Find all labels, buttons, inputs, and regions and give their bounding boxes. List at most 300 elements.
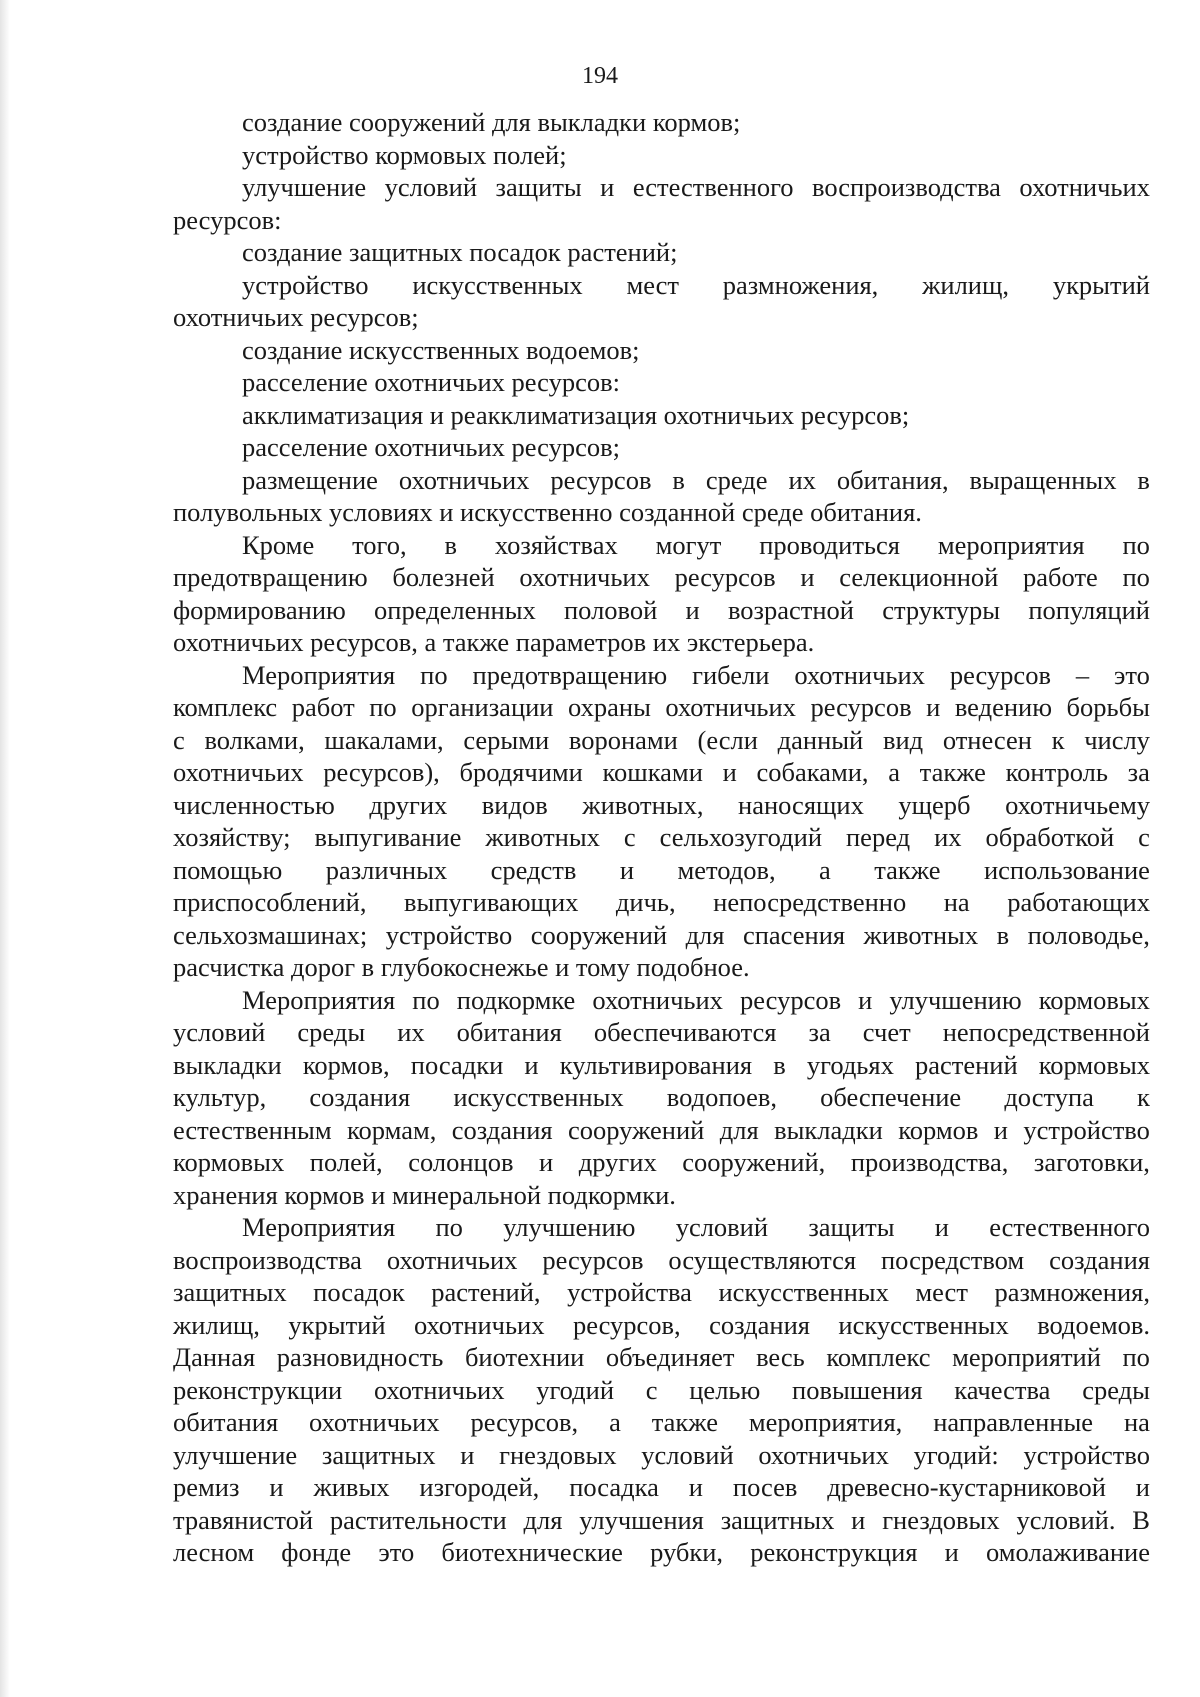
word: обработкой: [985, 822, 1115, 852]
word: спасения: [742, 919, 846, 950]
word: жилищ,: [922, 269, 1010, 300]
word: и: [934, 1212, 949, 1242]
word: по: [1122, 529, 1150, 560]
word: кормов,: [302, 1049, 390, 1080]
word: ущерб: [898, 789, 971, 820]
word: создания: [1049, 1244, 1150, 1275]
word: изгородей,: [419, 1472, 540, 1502]
text-line: [173, 1016, 1150, 1049]
word: мероприятий: [952, 1342, 1101, 1372]
text-line: [173, 1471, 1150, 1504]
text-line: хранения кормов и минеральной подкормки.: [173, 1179, 676, 1210]
word: за: [1127, 757, 1150, 787]
text-line: [173, 1114, 1150, 1147]
word: ресурсов: [674, 562, 776, 592]
word: и: [600, 172, 615, 202]
text-line: [173, 561, 1150, 594]
word: Мероприятия: [242, 659, 396, 690]
word: защиты: [808, 1212, 895, 1242]
text-line: устройство кормовых полей;: [242, 139, 567, 170]
word: средств: [490, 854, 577, 885]
text-line: [173, 984, 1150, 1017]
word: сооружений: [530, 919, 668, 950]
word: разновидность: [276, 1342, 444, 1372]
word: защитных: [173, 1277, 287, 1307]
text-line: создание защитных посадок растений;: [242, 237, 678, 267]
word: Данная: [173, 1342, 256, 1372]
word: улучшения: [579, 1504, 704, 1535]
word: охотничьих: [758, 1439, 889, 1470]
word: комплекс: [173, 692, 278, 722]
text-line: [173, 789, 1150, 822]
word: посадок: [313, 1277, 405, 1307]
word: половодье,: [1027, 919, 1150, 950]
word: создания: [709, 1309, 810, 1340]
word: ресурсов: [739, 984, 842, 1015]
word: на: [1123, 1407, 1150, 1437]
word: и: [269, 1472, 284, 1502]
word: естественного: [632, 172, 794, 202]
word: воспроизводства: [173, 1244, 362, 1275]
word: улучшение: [173, 1439, 298, 1470]
word: селекционной: [839, 562, 999, 592]
text-line: [173, 1049, 1150, 1082]
word: ресурсов: [542, 1244, 644, 1275]
word: видов: [481, 789, 548, 820]
word: подкормке: [456, 984, 576, 1015]
word: борьбы: [1066, 692, 1150, 722]
word: отнесен: [942, 724, 1032, 755]
text-line: [173, 171, 1150, 204]
text-line: акклиматизация и реакклиматизация охотничьих ресурсов;: [242, 399, 910, 430]
word: контроль: [1005, 757, 1108, 787]
word: осуществляются: [668, 1244, 857, 1275]
word: биотехнии: [464, 1342, 585, 1372]
word: кошками: [602, 757, 703, 787]
word: омолаживание: [986, 1537, 1150, 1567]
text-line: [173, 1211, 1150, 1244]
word: проводиться: [759, 529, 900, 560]
word: приспособлений,: [173, 887, 367, 917]
text-line: [173, 269, 1150, 302]
word: охотничьих: [413, 1309, 545, 1340]
word: улучшение: [242, 172, 367, 202]
word: угодий:: [913, 1439, 999, 1470]
word: половой: [564, 594, 658, 625]
word: структуры: [882, 594, 1001, 625]
text-line: [173, 1374, 1150, 1407]
word: посредством: [880, 1244, 1025, 1275]
text-line: [173, 691, 1150, 724]
word: и: [539, 1147, 554, 1177]
word: обитания,: [836, 464, 949, 495]
word: устройство: [242, 269, 369, 300]
word: охотничьих: [665, 692, 796, 722]
word: предотвращению: [472, 659, 668, 690]
word: в: [444, 529, 458, 560]
word: а: [609, 1407, 621, 1437]
word: по: [435, 1212, 463, 1242]
word: для: [719, 1114, 759, 1145]
word: искусственных: [718, 1277, 889, 1307]
text-line: охотничьих ресурсов, а также параметров их экстерьера.: [173, 627, 815, 657]
word: это: [1114, 659, 1150, 690]
word: посадка: [569, 1472, 659, 1502]
text-line: [173, 594, 1150, 627]
word: охраны: [568, 692, 651, 722]
word: с: [1138, 822, 1150, 852]
word: кормов: [898, 1114, 979, 1145]
word: организации: [411, 692, 554, 722]
word: дичь,: [615, 887, 676, 917]
word: реконструкция: [750, 1537, 918, 1567]
word: популяций: [1028, 594, 1150, 625]
word: серыми: [463, 724, 550, 755]
word: болезней: [392, 562, 495, 592]
word: и: [524, 1049, 539, 1080]
word: Кроме: [242, 529, 315, 560]
word: того,: [352, 529, 407, 560]
word: кормовых: [173, 1147, 285, 1177]
word: вид: [882, 724, 924, 755]
text-line: ресурсов:: [173, 204, 282, 235]
word: ресурсов,: [572, 1309, 681, 1340]
word: выращенных: [969, 464, 1117, 495]
word: производства,: [850, 1147, 1009, 1177]
word: биотехнические: [441, 1537, 623, 1567]
word: обитания: [173, 1407, 279, 1437]
text-line: [173, 1536, 1150, 1569]
word: и: [688, 1472, 703, 1502]
word: животных: [485, 822, 600, 852]
word: естественного: [989, 1212, 1150, 1242]
word: гнездовых: [499, 1439, 617, 1470]
word: определенных: [374, 594, 536, 625]
word: водоемов.: [1037, 1309, 1150, 1340]
word: наносящих: [738, 789, 864, 820]
word: работ: [291, 692, 355, 722]
word: к: [1137, 1082, 1150, 1112]
word: с: [645, 1374, 658, 1405]
word: различных: [325, 854, 448, 885]
word: в: [773, 1049, 786, 1080]
word: естественным: [173, 1114, 332, 1145]
word: защиты: [495, 172, 582, 202]
word: охотничьему: [1005, 789, 1150, 820]
text-line: [173, 886, 1150, 919]
word: размножения,: [994, 1277, 1150, 1307]
word: создания: [451, 1114, 553, 1145]
word: гнездовых: [882, 1504, 1000, 1535]
word: устройство: [385, 919, 513, 950]
text-line: полувольных условиях и искусственно созданной среде обитания.: [173, 497, 922, 527]
word: сооружений: [568, 1114, 705, 1145]
word: ресурсов: [550, 464, 652, 495]
word: условий: [173, 1017, 266, 1047]
word: качества: [954, 1374, 1051, 1405]
word: охотничьих: [373, 1374, 505, 1405]
text-line: охотничьих ресурсов;: [173, 302, 419, 332]
word: направленные: [933, 1407, 1094, 1437]
word: формированию: [173, 594, 346, 625]
word: и: [800, 562, 815, 592]
word: живых: [313, 1472, 390, 1502]
word: в: [672, 464, 685, 495]
word: хозяйствах: [494, 529, 618, 560]
word: охотничьих: [398, 464, 530, 495]
word: Мероприятия: [242, 1212, 396, 1242]
word: использование: [983, 854, 1150, 885]
word: выкладки: [774, 1114, 883, 1145]
word: рубки,: [650, 1537, 724, 1567]
word: кормовых: [1038, 1049, 1150, 1080]
word: по: [369, 692, 397, 722]
word: также: [651, 1407, 718, 1437]
text-line: [173, 1081, 1150, 1114]
word: кормам,: [347, 1114, 437, 1145]
word: других: [369, 789, 448, 820]
text-line: [173, 529, 1150, 562]
scan-edge-shadow: [0, 0, 10, 1697]
word: непосредственной: [942, 1017, 1150, 1047]
word: жилищ,: [173, 1309, 260, 1340]
word: солонцов: [408, 1147, 514, 1177]
word: укрытий: [1052, 269, 1150, 300]
word: по: [420, 659, 448, 690]
word: объединяет: [605, 1342, 735, 1372]
word: для: [523, 1504, 563, 1535]
text-line: [173, 1146, 1150, 1179]
word: методов,: [677, 854, 776, 885]
word: сельхозмашинах;: [173, 919, 368, 950]
word: охотничьих: [794, 659, 925, 690]
word: мест: [915, 1277, 968, 1307]
word: сооружений,: [682, 1147, 826, 1177]
word: ресурсов,: [470, 1407, 579, 1437]
word: (если: [697, 724, 758, 755]
word: на: [943, 887, 970, 917]
word: их: [788, 464, 816, 495]
word: ресурсов),: [323, 757, 440, 787]
word: к: [1051, 724, 1065, 755]
word: по: [412, 984, 440, 1015]
word: целью: [689, 1374, 761, 1405]
word: непосредственно: [713, 887, 907, 917]
word: искусственных: [453, 1082, 624, 1112]
word: доступа: [1004, 1082, 1094, 1112]
word: для: [685, 919, 725, 950]
word: заготовки,: [1033, 1147, 1150, 1177]
word: воронами: [568, 724, 678, 755]
text-line: [173, 854, 1150, 887]
word: шакалами,: [324, 724, 444, 755]
word: мероприятия,: [748, 1407, 903, 1437]
word: ресурсов: [949, 659, 1051, 690]
word: кормовых: [1038, 984, 1150, 1015]
word: среды: [297, 1017, 366, 1047]
word: среде: [705, 464, 768, 495]
word: и: [858, 984, 873, 1015]
page-number: 194: [582, 63, 618, 89]
word: обеспечиваются: [593, 1017, 777, 1047]
word: и: [851, 1504, 866, 1535]
word: улучшению: [889, 984, 1022, 1015]
word: улучшению: [503, 1212, 636, 1242]
word: растений: [914, 1049, 1018, 1080]
word: охотничьих: [592, 984, 723, 1015]
word: охотничьих: [519, 562, 650, 592]
word: гибели: [692, 659, 770, 690]
word: искусственных: [838, 1309, 1009, 1340]
word: а: [888, 757, 900, 787]
word: животных,: [582, 789, 704, 820]
word: фонде: [281, 1537, 352, 1567]
text-line: расчистка дорог в глубокоснежье и тому подобное.: [173, 952, 750, 982]
word: обитания: [456, 1017, 562, 1047]
word: реконструкции: [173, 1374, 343, 1405]
word: других: [578, 1147, 657, 1177]
word: древесно-кустарниковой: [827, 1472, 1106, 1502]
word: и: [460, 1439, 475, 1470]
word: по: [1122, 562, 1150, 592]
word: ведению: [954, 692, 1053, 722]
word: это: [378, 1537, 415, 1567]
word: растительности: [329, 1504, 507, 1535]
word: также: [919, 757, 986, 787]
text-line: [173, 659, 1150, 692]
word: и: [926, 692, 941, 722]
word: ресурсов: [810, 692, 912, 722]
word: с: [173, 724, 185, 755]
word: могут: [655, 529, 722, 560]
word: полей,: [309, 1147, 383, 1177]
word: возрастной: [727, 594, 854, 625]
word: помощью: [173, 854, 283, 885]
text-line: [173, 1439, 1150, 1472]
word: охотничьих: [173, 757, 304, 787]
word: их: [934, 822, 962, 852]
word: охотничьих: [1019, 172, 1150, 202]
text-line: [173, 1276, 1150, 1309]
word: защитных: [720, 1504, 835, 1535]
text-line: создание сооружений для выкладки кормов;: [242, 107, 741, 137]
word: культур,: [173, 1082, 267, 1112]
word: посадки: [410, 1049, 504, 1080]
word: растений,: [431, 1277, 541, 1307]
text-line: [173, 1406, 1150, 1439]
word: выкладки: [173, 1049, 282, 1080]
word: данный: [777, 724, 864, 755]
word: и: [685, 594, 700, 625]
text-line: [173, 1244, 1150, 1277]
word: животных: [863, 919, 979, 950]
word: угодьях: [806, 1049, 894, 1080]
word: искусственных: [412, 269, 583, 300]
word: выпугивание: [314, 822, 462, 852]
text-line: создание искусственных водоемов;: [242, 334, 640, 365]
word: их: [397, 1017, 425, 1047]
word: числу: [1084, 724, 1150, 755]
word: защитных: [321, 1439, 436, 1470]
word: по: [1122, 1342, 1150, 1372]
word: работающих: [1007, 887, 1150, 917]
text-line: [173, 821, 1150, 854]
word: в: [996, 919, 1010, 950]
word: устройство: [1023, 1114, 1150, 1145]
word: травянистой: [173, 1504, 314, 1535]
text-line: [173, 919, 1150, 952]
word: условий: [675, 1212, 769, 1242]
word: перед: [846, 822, 911, 852]
word: и: [944, 1537, 959, 1567]
text-line: расселение охотничьих ресурсов:: [242, 367, 620, 397]
word: также: [874, 854, 941, 885]
word: бродячими: [459, 757, 583, 787]
word: работе: [1023, 562, 1098, 592]
word: выпугивающих: [404, 887, 579, 917]
word: угодий: [536, 1374, 615, 1405]
word: среды: [1082, 1374, 1150, 1405]
word: лесном: [173, 1537, 255, 1567]
word: посев: [732, 1472, 798, 1502]
text-line: [173, 1341, 1150, 1374]
word: волками,: [204, 724, 305, 755]
text-line: [173, 756, 1150, 789]
word: обеспечение: [820, 1082, 962, 1112]
text-line: расселение охотничьих ресурсов;: [242, 432, 620, 462]
text-line: [173, 724, 1150, 757]
word: весь: [756, 1342, 805, 1372]
word: с: [623, 822, 636, 852]
word: и: [1135, 1472, 1150, 1502]
word: –: [1075, 659, 1090, 690]
word: счет: [862, 1017, 911, 1047]
word: размещение: [242, 464, 378, 495]
word: ремиз: [173, 1472, 240, 1502]
word: охотничьих: [309, 1407, 440, 1437]
word: за: [808, 1017, 831, 1047]
text-line: [173, 1309, 1150, 1342]
word: укрытий: [288, 1309, 386, 1340]
word: предотвращению: [173, 562, 368, 592]
word: и: [619, 854, 635, 885]
word: численностью: [173, 789, 335, 820]
word: мероприятия: [937, 529, 1085, 560]
word: сельхозугодий: [659, 822, 823, 852]
text-line: [173, 464, 1150, 497]
word: В: [1132, 1504, 1150, 1535]
word: и: [993, 1114, 1008, 1145]
word: Мероприятия: [242, 984, 396, 1015]
word: создания: [309, 1082, 411, 1112]
word: размножения,: [722, 269, 879, 300]
word: устройства: [567, 1277, 692, 1307]
word: и: [722, 757, 737, 787]
document-body: [173, 106, 1150, 1569]
word: водопоев,: [666, 1082, 777, 1112]
word: культивирования: [559, 1049, 753, 1080]
word: повышения: [792, 1374, 923, 1405]
word: мест: [626, 269, 679, 300]
word: хозяйству;: [173, 822, 291, 852]
word: охотничьих: [386, 1244, 518, 1275]
word: устройство: [1023, 1439, 1150, 1470]
word: комплекс: [826, 1342, 931, 1372]
word: воспроизводства: [812, 172, 1001, 202]
word: условий: [641, 1439, 734, 1470]
word: собаками,: [756, 757, 869, 787]
word: условий.: [1016, 1504, 1116, 1535]
